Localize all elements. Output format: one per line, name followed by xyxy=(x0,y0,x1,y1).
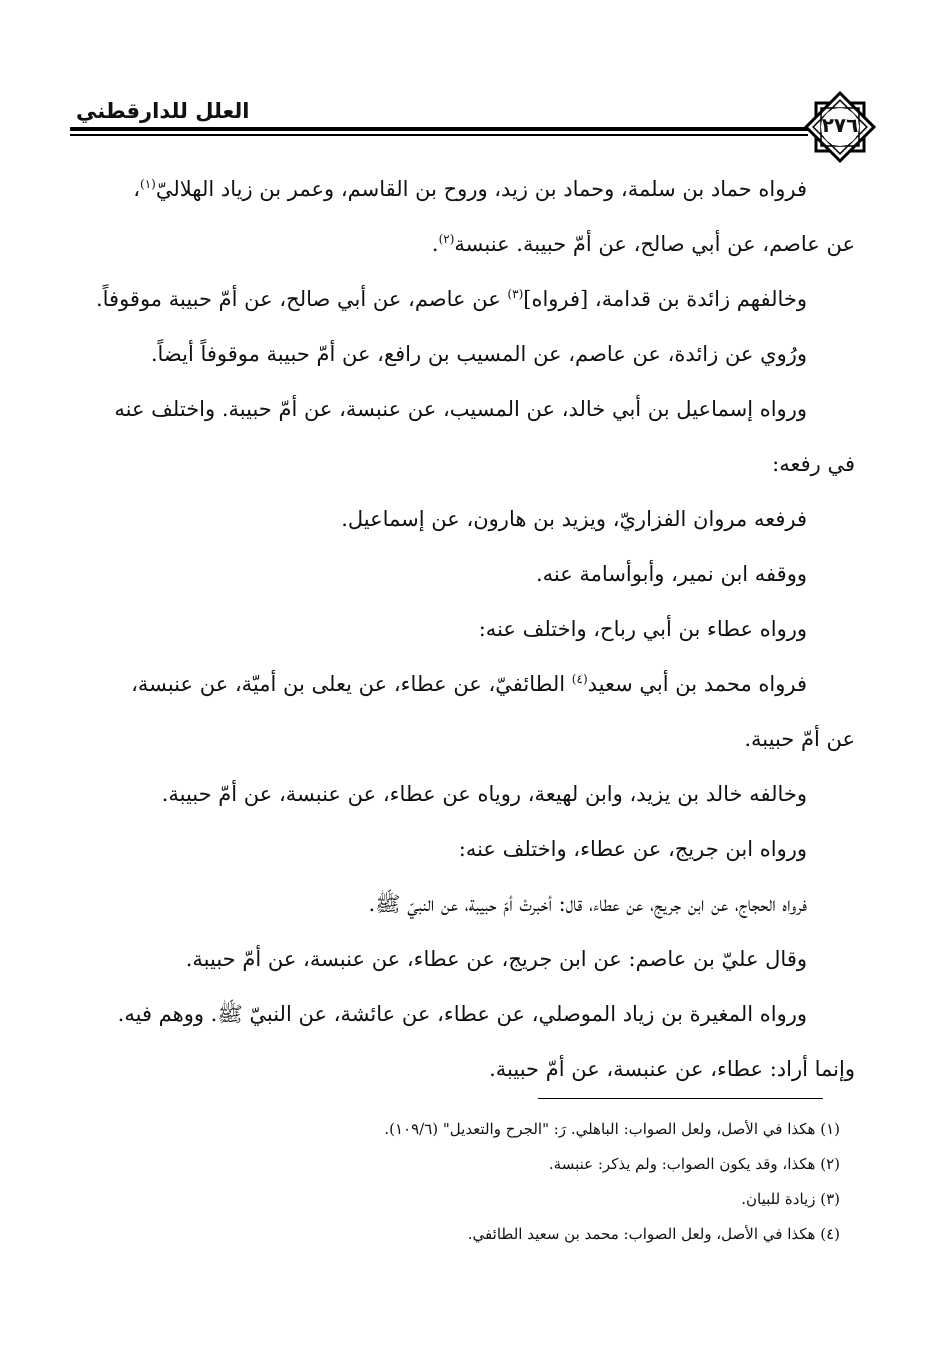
main-text xyxy=(70,162,855,1097)
footnotes xyxy=(200,1112,840,1252)
text-line: عن أمّ حبيبة. xyxy=(744,727,855,751)
header-rule xyxy=(70,127,808,131)
footnote-ref: (١) xyxy=(140,177,156,191)
text-line: في رفعه: xyxy=(772,452,855,476)
footnote: (١) هكذا في الأصل، ولعل الصواب: الباهلي. رَ: "الجرح والتعديل" (١٠٩/٦). xyxy=(384,1120,840,1138)
running-header xyxy=(60,85,860,165)
text-segment: عن عاصم، عن أبي صالح، عن أمّ حبيبة موقوفاً. xyxy=(95,287,508,311)
text-segment: . xyxy=(431,232,439,256)
footnote-separator xyxy=(538,1098,823,1099)
page-number-badge xyxy=(800,87,880,167)
text-line: ووقفه ابن نمير، وأبوأسامة عنه. xyxy=(535,562,807,586)
text-segment: الطائفيّ، عن عطاء، عن يعلى بن أميّة، عن عنبسة، xyxy=(131,672,572,696)
text-line: فرفعه مروان الفزاريّ، ويزيد بن هارون، عن إسماعيل. xyxy=(341,507,807,531)
text-line: ورواه المغيرة بن زياد الموصلي، عن عطاء، عن عائشة، عن النبيّ ﷺ. ووهم فيه. xyxy=(117,1002,807,1026)
footnote: (٤) هكذا في الأصل، ولعل الصواب: محمد بن سعيد الطائفي. xyxy=(467,1225,840,1243)
footnote-ref: (٢) xyxy=(438,232,455,246)
text-segment: وخالفهم زائدة بن قدامة، [فرواه] xyxy=(523,287,807,311)
text-line xyxy=(70,162,855,217)
text-line xyxy=(70,272,855,327)
text-line: ورواه عطاء بن أبي رباح، واختلف عنه: xyxy=(478,617,807,641)
text-line: وقال عليّ بن عاصم: عن ابن جريج، عن عطاء، عن عنبسة، عن أمّ حبيبة. xyxy=(185,947,807,971)
footnote: (٣) زيادة للبيان. xyxy=(741,1190,840,1208)
text-line: ورُوي عن زائدة، عن عاصم، عن المسيب بن رافع، عن أمّ حبيبة موقوفاً أيضاً. xyxy=(150,342,807,366)
text-line: فرواه الحجاج، عن ابن جريج، عن عطاء، قال: أخبرتْ أمّ حبيبة، عن النبيّ ﷺ. xyxy=(368,892,807,916)
text-line: وإنما أراد: عطاء، عن عنبسة، عن أمّ حبيبة. xyxy=(489,1057,855,1081)
text-line: ورواه إسماعيل بن أبي خالد، عن المسيب، عن عنبسة، عن أمّ حبيبة. واختلف عنه xyxy=(114,397,807,421)
text-segment: فرواه حماد بن سلمة، وحماد بن زيد، وروح بن القاسم، وعمر بن زياد الهلاليّ xyxy=(155,177,807,201)
text-line xyxy=(70,657,855,712)
footnote-ref: (٤) xyxy=(571,672,588,686)
page-number: ٢٧٦ xyxy=(821,113,859,137)
text-line: وخالفه خالد بن يزيد، وابن لهيعة، روياه عن عطاء، عن عنبسة، عن أمّ حبيبة. xyxy=(161,782,807,806)
text-line xyxy=(70,217,855,272)
text-segment: فرواه محمد بن أبي سعيد xyxy=(587,672,807,696)
text-segment: ، xyxy=(133,177,140,201)
text-line: ورواه ابن جريج، عن عطاء، واختلف عنه: xyxy=(458,837,807,861)
footnote-ref: (٣) xyxy=(507,287,524,301)
text-segment: عن عاصم، عن أبي صالح، عن أمّ حبيبة. عنبسة xyxy=(454,232,855,256)
header-rule-thin xyxy=(70,134,808,136)
footnote: (٢) هكذا، وقد يكون الصواب: ولم يذكر: عنبسة. xyxy=(548,1155,840,1173)
book-title: العلل للدارقطني xyxy=(76,99,250,123)
